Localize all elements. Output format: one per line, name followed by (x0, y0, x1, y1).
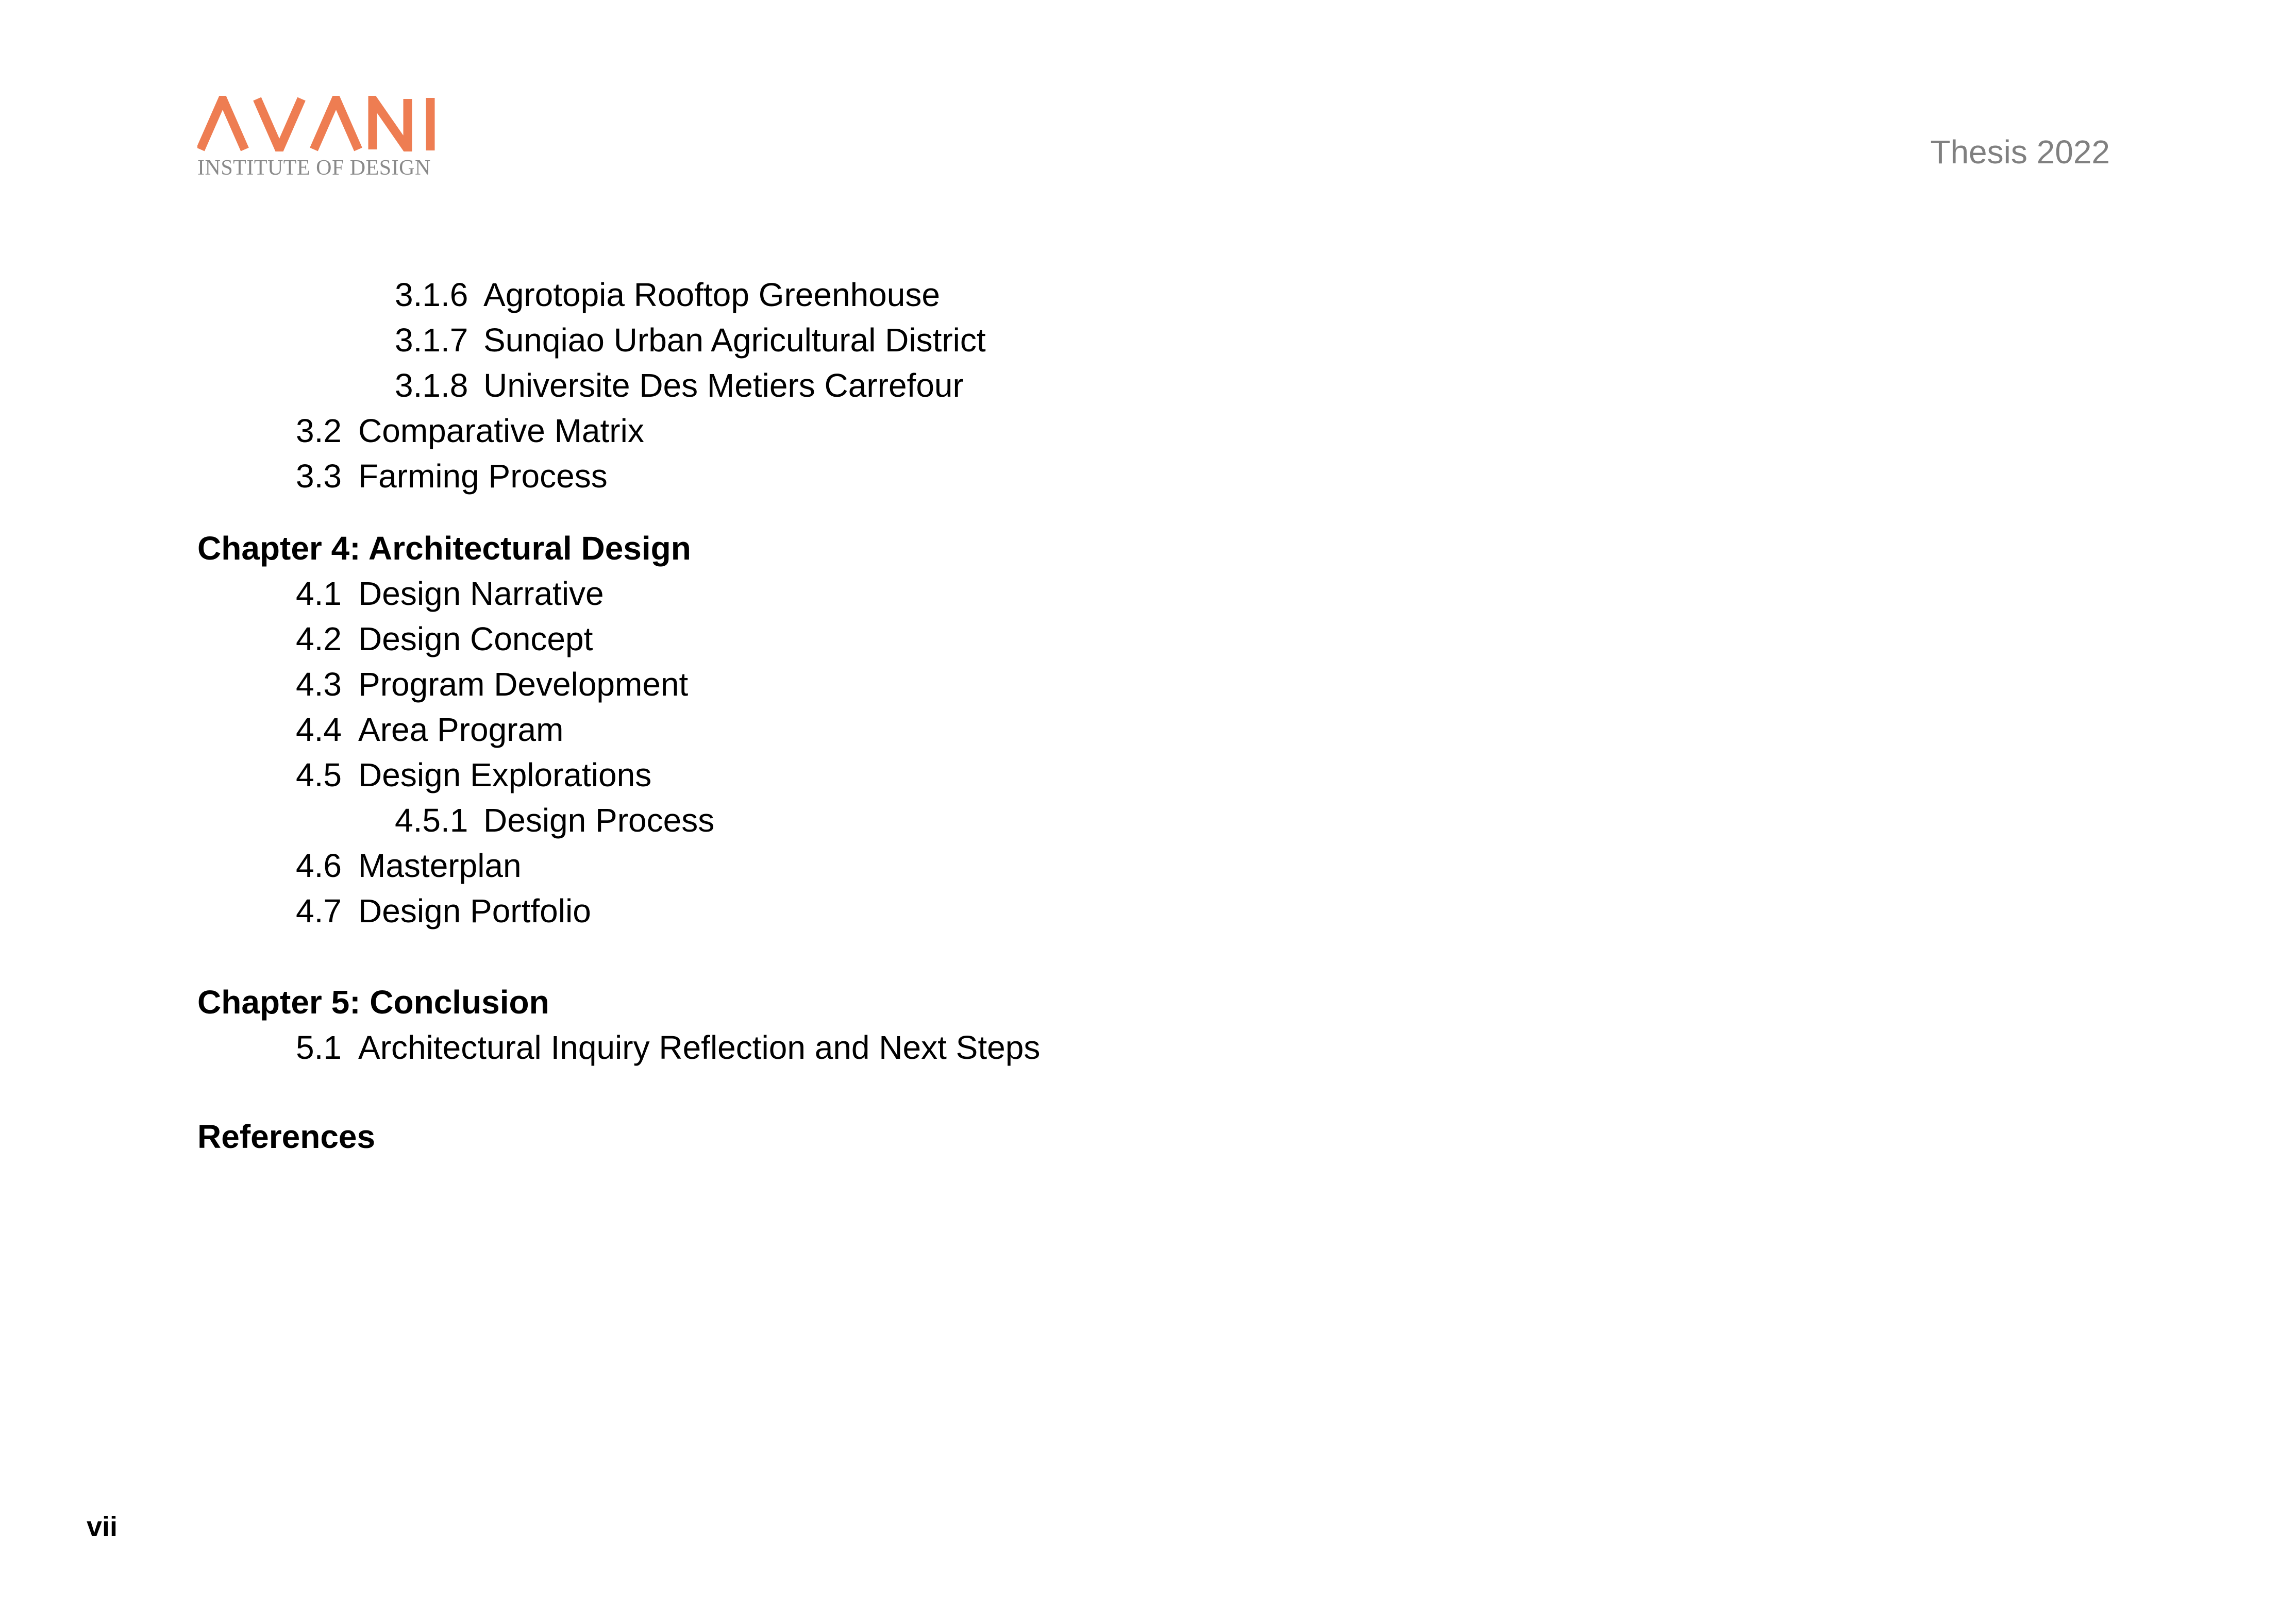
toc-entry-title: Design Concept (358, 620, 593, 657)
toc-entry-title: Design Process (483, 802, 715, 839)
toc-entry-number: 4.3 (296, 666, 342, 703)
toc-entry-number: 3.3 (296, 458, 342, 495)
toc-entry (296, 713, 563, 746)
toc-entry (395, 324, 986, 357)
toc-entry (296, 577, 604, 610)
toc-entry-number: 4.5.1 (395, 802, 468, 839)
toc-entry-number: 3.1.6 (395, 276, 468, 313)
toc-entry (395, 804, 714, 837)
toc-references-heading: References (197, 1118, 376, 1155)
toc-entry-number: 4.4 (296, 711, 342, 748)
toc-entry-title: Universite Des Metiers Carrefour (483, 367, 964, 404)
toc-entry-title: Agrotopia Rooftop Greenhouse (483, 276, 940, 313)
toc-entry-title: Area Program (358, 711, 564, 748)
toc-entry-number: 4.6 (296, 847, 342, 884)
toc-entry-title: Design Portfolio (358, 892, 591, 929)
toc-entry-title: Farming Process (358, 458, 608, 495)
toc-entry-number: 3.2 (296, 412, 342, 449)
toc-entry (296, 622, 593, 655)
toc-entry-number: 3.1.7 (395, 322, 468, 359)
toc-entry-number: 4.7 (296, 892, 342, 929)
toc-entry-title: Masterplan (358, 847, 522, 884)
toc-entry-number: 5.1 (296, 1029, 342, 1066)
toc-entry (296, 758, 651, 791)
toc-entry (296, 460, 608, 493)
toc-entry (296, 414, 644, 447)
toc-entry-number: 3.1.8 (395, 367, 468, 404)
logo-subtitle: INSTITUTE OF DESIGN (197, 156, 431, 180)
toc-entry-title: Design Narrative (358, 575, 604, 612)
toc-entry-title: Architectural Inquiry Reflection and Next Steps (358, 1029, 1041, 1066)
toc-entry-number: 4.2 (296, 620, 342, 657)
toc-entry-number: 4.1 (296, 575, 342, 612)
table-of-contents (197, 0, 1744, 1623)
toc-entry (296, 668, 688, 701)
toc-entry-title: Program Development (358, 666, 689, 703)
toc-entry (296, 1031, 1040, 1064)
toc-entry (395, 369, 964, 402)
toc-chapter-heading: Chapter 5: Conclusion (197, 984, 549, 1021)
toc-entry (296, 849, 522, 882)
toc-entry (395, 278, 940, 311)
toc-entry (296, 894, 591, 927)
thesis-label: Thesis 2022 (1930, 133, 2110, 171)
toc-entry-title: Comparative Matrix (358, 412, 644, 449)
toc-entry-number: 4.5 (296, 756, 342, 793)
toc-entry-title: Design Explorations (358, 756, 652, 793)
toc-entry-title: Sunqiao Urban Agricultural District (483, 322, 986, 359)
toc-chapter-heading: Chapter 4: Architectural Design (197, 530, 691, 567)
page-number: vii (87, 1511, 118, 1542)
